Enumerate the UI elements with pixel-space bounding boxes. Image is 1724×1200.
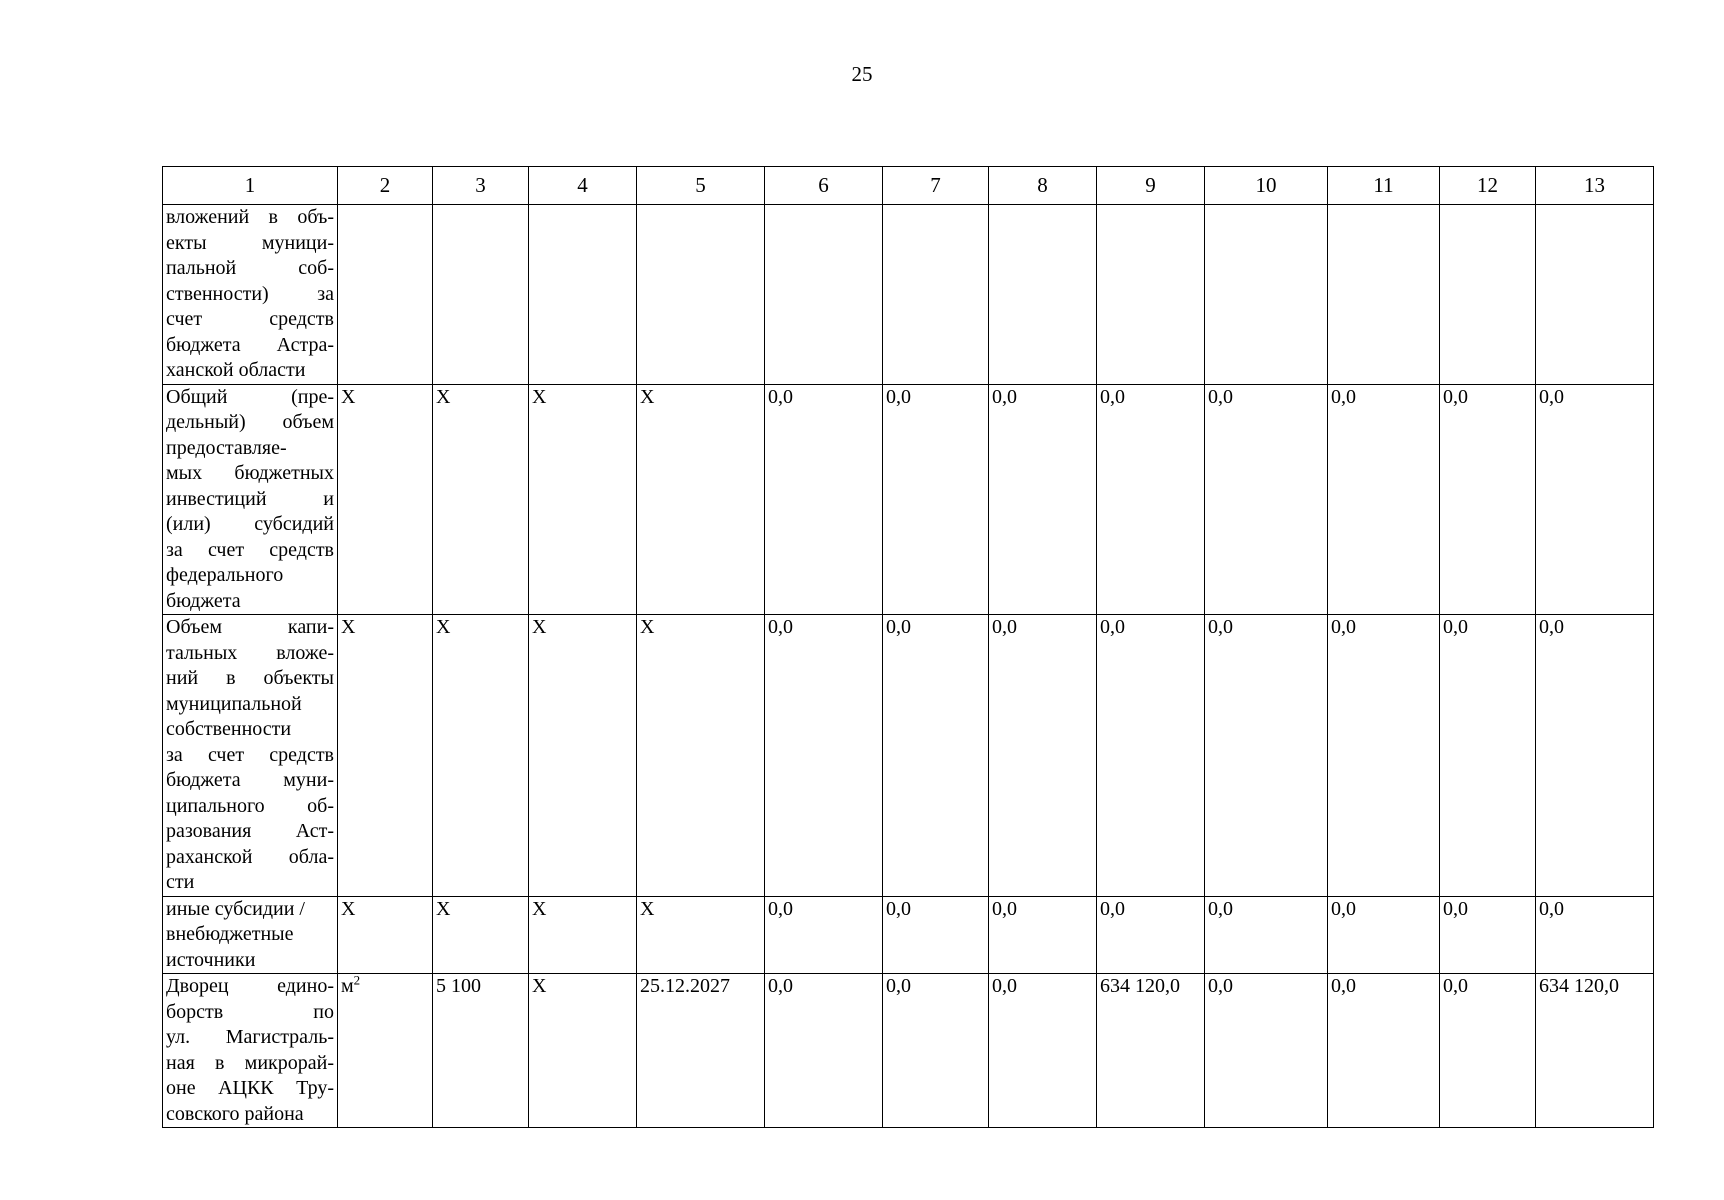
table-cell: 0,0 <box>1205 615 1328 897</box>
label-line: тальных вложе- <box>166 641 334 664</box>
table-cell: 0,0 <box>989 896 1097 974</box>
table-cell: 0,0 <box>765 384 883 615</box>
table-cell: 0,0 <box>1440 384 1536 615</box>
table-cell: 634 120,0 <box>1097 974 1205 1128</box>
label-line: инвестиций и <box>166 487 334 510</box>
table-cell: 0,0 <box>765 896 883 974</box>
table-row <box>163 205 1654 385</box>
document-table <box>162 166 1654 1128</box>
label-line: ная в микрорай- <box>166 1051 334 1074</box>
table-cell: 0,0 <box>1440 974 1536 1128</box>
table-cell: X <box>529 615 637 897</box>
label-line: борств по <box>166 1000 334 1023</box>
table-cell: 0,0 <box>1205 896 1328 974</box>
table-cell <box>338 205 433 385</box>
table-cell: X <box>637 896 765 974</box>
label-line: (или) субсидий <box>166 513 334 535</box>
table-cell <box>1536 205 1654 385</box>
label-line: екты муници- <box>166 231 334 254</box>
table-row <box>163 615 1654 897</box>
column-header: 7 <box>883 167 989 205</box>
row-label <box>163 384 338 615</box>
label-line: за счет средств <box>166 538 334 561</box>
column-header: 13 <box>1536 167 1654 205</box>
table-cell <box>765 205 883 385</box>
label-line: ципального об- <box>166 794 334 817</box>
label-line: Объем капи- <box>166 616 334 638</box>
table-cell: X <box>338 615 433 897</box>
table-cell <box>1097 205 1205 385</box>
label-line: Общий (пре- <box>166 385 334 408</box>
label-line: счет средств <box>166 308 334 330</box>
label-line: дельный) объем <box>166 411 334 433</box>
column-header: 1 <box>163 167 338 205</box>
unit-base: м <box>341 975 354 997</box>
label-line: предоставляе- <box>166 436 287 459</box>
table-row <box>163 384 1654 615</box>
table-cell <box>1440 205 1536 385</box>
label-line: источники <box>166 948 256 971</box>
column-header: 12 <box>1440 167 1536 205</box>
table-cell: 0,0 <box>1328 974 1440 1128</box>
table-cell: 0,0 <box>989 615 1097 897</box>
table-cell: 0,0 <box>1536 615 1654 897</box>
row-label <box>163 205 338 385</box>
label-line: муниципальной <box>166 692 302 715</box>
table-row <box>163 896 1654 974</box>
table-cell <box>989 205 1097 385</box>
label-line: разования Аст- <box>166 820 334 842</box>
column-header: 5 <box>637 167 765 205</box>
table-cell: X <box>637 384 765 615</box>
table-cell: 0,0 <box>1328 384 1440 615</box>
table-cell <box>529 205 637 385</box>
column-header: 4 <box>529 167 637 205</box>
table-cell <box>1205 205 1328 385</box>
table-cell: X <box>637 615 765 897</box>
table-cell: 0,0 <box>989 384 1097 615</box>
label-line: пальной соб- <box>166 257 334 279</box>
label-line: иные субсидии / <box>166 897 305 920</box>
page-number: 25 <box>851 62 873 86</box>
label-line: ул. Магистраль- <box>166 1026 334 1048</box>
unit-superscript: 2 <box>353 973 361 988</box>
table-cell: 0,0 <box>765 974 883 1128</box>
table-cell: 634 120,0 <box>1536 974 1654 1128</box>
label-line: бюджета Астра- <box>166 333 334 356</box>
label-line: ний в объекты <box>166 667 334 689</box>
table-cell: 0,0 <box>1328 896 1440 974</box>
table-cell: 0,0 <box>1440 896 1536 974</box>
label-line: совского района <box>166 1102 304 1125</box>
label-line: за счет средств <box>166 743 334 766</box>
table-cell: X <box>529 896 637 974</box>
table-cell: 0,0 <box>1205 974 1328 1128</box>
label-line: сти <box>166 871 195 893</box>
label-line: ственности) за <box>166 282 334 305</box>
table-cell: X <box>433 384 529 615</box>
table-cell: X <box>529 384 637 615</box>
table-cell: X <box>529 974 637 1128</box>
table-cell: 0,0 <box>1536 384 1654 615</box>
column-header: 10 <box>1205 167 1328 205</box>
column-header: 11 <box>1328 167 1440 205</box>
label-line: мых бюджетных <box>166 462 334 484</box>
table-cell: X <box>433 896 529 974</box>
table-cell: 5 100 <box>433 974 529 1128</box>
label-line: внебюджетные <box>166 923 294 945</box>
table-cell: X <box>338 384 433 615</box>
column-header: 8 <box>989 167 1097 205</box>
label-line: Дворец едино- <box>166 975 334 997</box>
table-cell: 0,0 <box>1536 896 1654 974</box>
table-cell: 0,0 <box>883 615 989 897</box>
table-cell: 0,0 <box>1328 615 1440 897</box>
table-cell: 25.12.2027 <box>637 974 765 1128</box>
table-cell <box>433 205 529 385</box>
label-line: раханской обла- <box>166 845 334 868</box>
table-cell: 0,0 <box>765 615 883 897</box>
label-line: собственности <box>166 718 292 740</box>
header-row <box>163 167 1654 205</box>
table-cell: 0,0 <box>1205 384 1328 615</box>
label-line: бюджета муни- <box>166 769 334 791</box>
table-cell: 0,0 <box>883 974 989 1128</box>
table-cell: 0,0 <box>883 384 989 615</box>
table-row <box>163 974 1654 1128</box>
table-cell <box>1328 205 1440 385</box>
label-line: ханской области <box>166 359 306 381</box>
label-line: оне АЦКК Тру- <box>166 1077 334 1099</box>
column-header: 6 <box>765 167 883 205</box>
label-line: бюджета <box>166 589 241 612</box>
row-label <box>163 896 338 974</box>
table-cell: 0,0 <box>1097 384 1205 615</box>
table-cell: 0,0 <box>989 974 1097 1128</box>
label-line: федерального <box>166 564 284 586</box>
table-cell <box>883 205 989 385</box>
table-cell: X <box>338 896 433 974</box>
column-header: 9 <box>1097 167 1205 205</box>
column-header: 3 <box>433 167 529 205</box>
row-label <box>163 974 338 1128</box>
table-cell: 0,0 <box>1097 896 1205 974</box>
label-line: вложений в объ- <box>166 206 334 228</box>
unit-cell <box>338 974 433 1128</box>
table-cell: X <box>433 615 529 897</box>
table-cell: 0,0 <box>1440 615 1536 897</box>
column-header: 2 <box>338 167 433 205</box>
table-cell: 0,0 <box>883 896 989 974</box>
row-label <box>163 615 338 897</box>
table-cell: 0,0 <box>1097 615 1205 897</box>
table-cell <box>637 205 765 385</box>
